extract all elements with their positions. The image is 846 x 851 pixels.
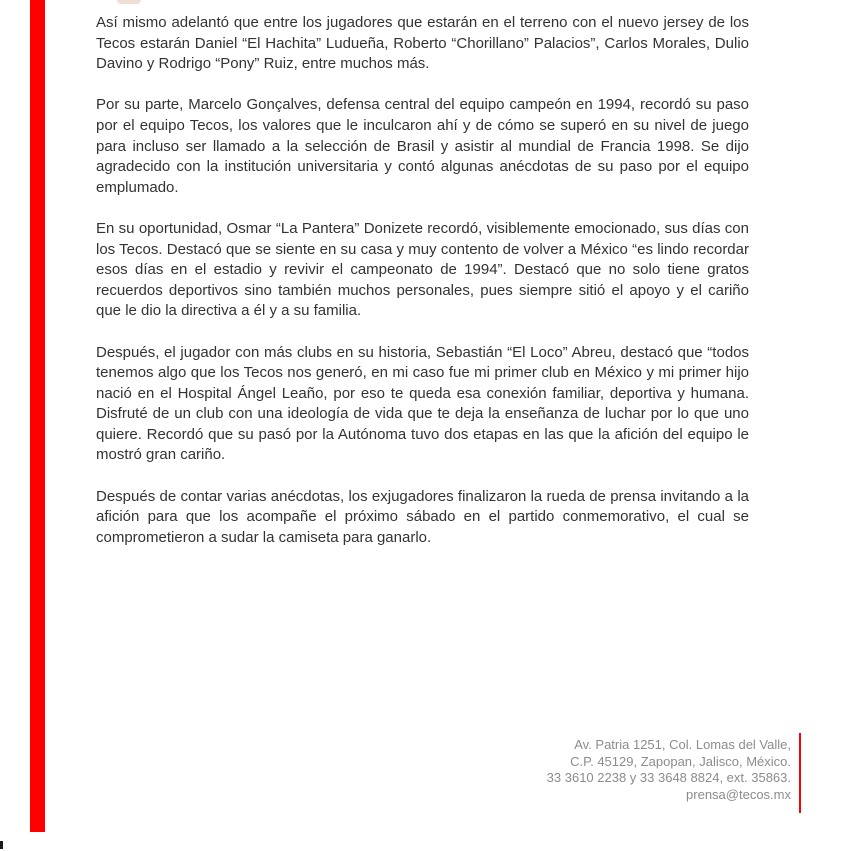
body-paragraph: En su oportunidad, Osmar “La Pantera” Donizete recordó, visiblemente emocionado, sus días con los Tecos. Destacó que se siente en su casa y muy contento de volver a México “es lindo recordar esos días en el estadio y revivir el campeonato de 1994”. Destacó que no solo tiene gratos recuerdos deportivos sino también muchos personales, pues siempre sitió el apoyo y el cariño que le dio la directiva a él y a su familia.: [96, 219, 749, 320]
footer-email: prensa@tecos.mx: [686, 786, 791, 802]
cropped-logo-artifact: [117, 0, 141, 4]
page-edge-mark: [0, 841, 3, 849]
body-paragraph: Después de contar varias anécdotas, los exjugadores finalizaron la rueda de prensa invitando a la afición para que los acompañe el próximo sábado en el partido conmemorativo, el cual se comprometieron a sudar la camiseta para ganarlo.: [96, 487, 749, 546]
body-paragraph: Así mismo adelantó que entre los jugadores que estarán en el terreno con el nuevo jersey de los Tecos estarán Daniel “El Hachita” Ludueña, Roberto “Chorillano” Palacios”, Carlos Morales, Dulio Davino y Rodrigo “Pony” Ruiz, entre muchos más.: [96, 14, 749, 73]
body-paragraph: Por su parte, Marcelo Gonçalves, defensa central del equipo campeón en 1994, recordó su paso por el equipo Tecos, los valores que le inculcaron ahí y de cómo se superó en su nivel de juego para incluso ser llamado a la selección de Brasil y asistir al mundial de Francia 1998. Se dijo agradecido con la institución universitaria y contó algunas anécdotas de su paso por el equipo emplumado.: [96, 96, 749, 196]
left-accent-bar: [30, 0, 45, 832]
contact-footer: [547, 733, 801, 813]
footer-phone-line: 33 3610 2238 y 33 3648 8824, ext. 35863.: [546, 770, 791, 786]
footer-address-line1: Av. Patria 1251, Col. Lomas del Valle,: [574, 737, 791, 752]
footer-address-line2: C.P. 45129, Zapopan, Jalisco, México.: [570, 753, 791, 769]
body-paragraph: Después, el jugador con más clubs en su historia, Sebastián “El Loco” Abreu, destacó que “todos tenemos algo que los Tecos nos generó, en mi caso fue mi primer club en México y mi primer hijo nació en el Hospital Ángel Leaño, por eso te queda esa conexión familiar, deportiva y humana. Disfruté de un club con una ideología de vida que te deja la enseñanza de luchar por lo que uno quiere. Recordó que su pasó por la Autónoma tuvo dos etapas en las que la afición del equipo le mostró gran cariño.: [96, 343, 749, 464]
article-body: [96, 13, 749, 569]
